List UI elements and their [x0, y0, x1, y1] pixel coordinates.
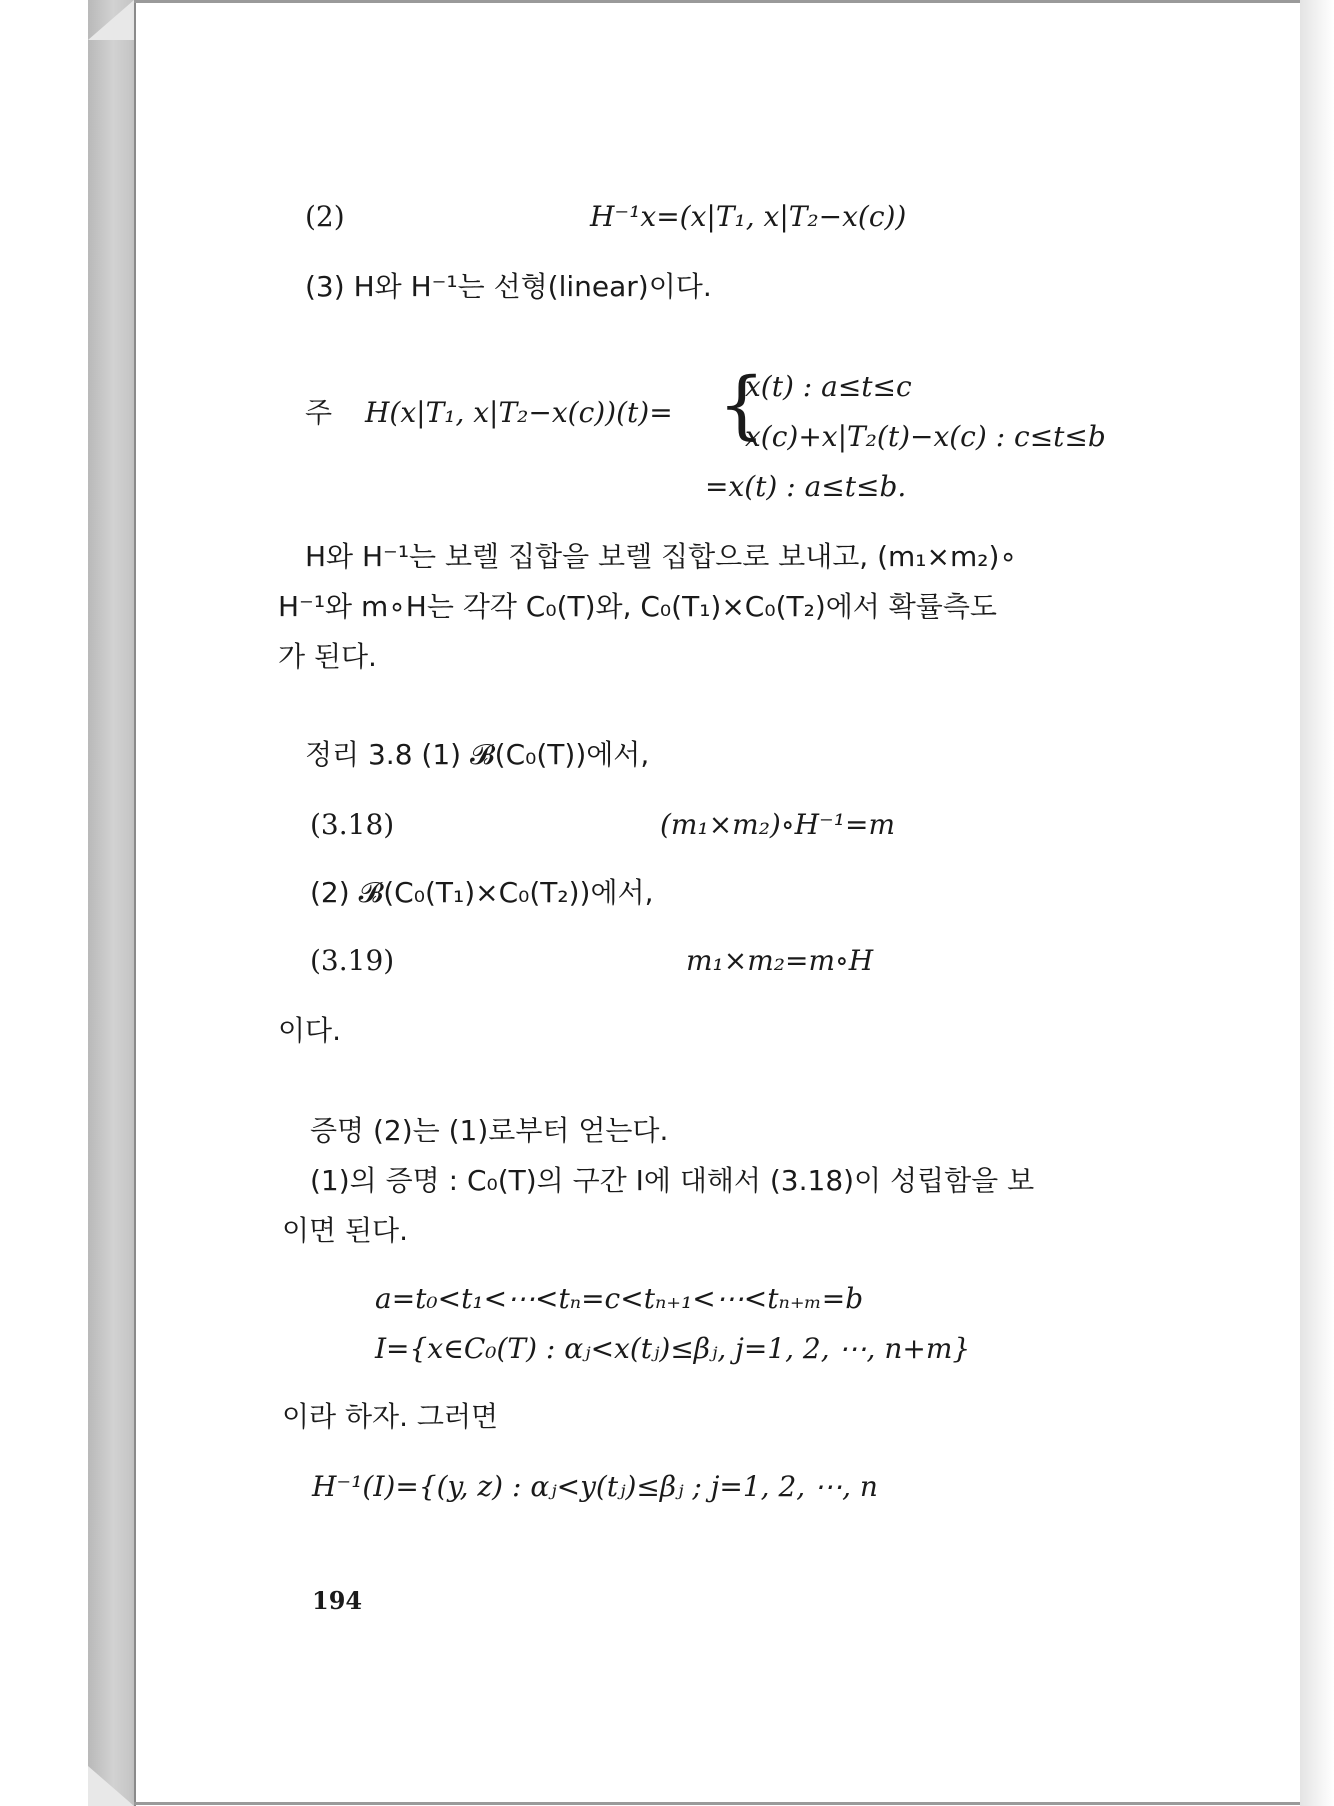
eq2-number: (2): [305, 200, 345, 233]
eq319-formula: m₁×m₂=m∘H: [686, 944, 874, 977]
paragraph-line-1: H와 H⁻¹는 보렐 집합을 보렐 집합으로 보내고, (m₁×m₂)∘: [305, 540, 1017, 573]
theorem-3-8: 정리 3.8 (1) 𝓑(C₀(T))에서,: [305, 738, 650, 771]
theorem-part-2: (2) 𝓑(C₀(T₁)×C₀(T₂))에서,: [310, 876, 654, 909]
proof-line-3: 이면 된다.: [282, 1214, 408, 1247]
statement-3-linear: (3) H와 H⁻¹는 선형(linear)이다.: [305, 270, 712, 303]
note-case-2: x(c)+x|T₂(t)−x(c) : c≤t≤b: [745, 420, 1106, 453]
preimage-formula: H⁻¹(I)={(y, z) : αⱼ<y(tⱼ)≤βⱼ ; j=1, 2, ⋯, n: [312, 1470, 878, 1503]
paragraph-line-2: H⁻¹와 m∘H는 각각 C₀(T)와, C₀(T₁)×C₀(T₂)에서 확률측도: [278, 590, 997, 623]
paragraph-line-3: 가 된다.: [278, 640, 377, 673]
eq318-formula: (m₁×m₂)∘H⁻¹=m: [660, 808, 896, 841]
eq2-formula: H⁻¹x=(x|T₁, x|T₂−x(c)): [590, 200, 907, 233]
book-spine: [88, 0, 134, 1806]
ida-text: 이다.: [278, 1014, 341, 1047]
note-case-1: x(t) : a≤t≤c: [745, 370, 912, 403]
note-result: =x(t) : a≤t≤b.: [705, 470, 907, 503]
let-text: 이라 하자. 그러면: [282, 1400, 499, 1433]
interval-definition: I={x∈C₀(T) : αⱼ<x(tⱼ)≤βⱼ, j=1, 2, ⋯, n+m}: [375, 1332, 971, 1365]
proof-line-2: (1)의 증명 : C₀(T)의 구간 I에 대해서 (3.18)이 성립함을 보: [310, 1164, 1035, 1197]
page-number: 194: [312, 1586, 363, 1615]
note-lhs: H(x|T₁, x|T₂−x(c))(t)=: [365, 396, 673, 429]
page-right-shadow: [1300, 0, 1334, 1806]
page-top-edge: [134, 0, 1314, 3]
partition-sequence: a=t₀<t₁<⋯<tₙ=c<tₙ₊₁<⋯<tₙ₊ₘ=b: [375, 1282, 864, 1315]
proof-line-1: 증명 (2)는 (1)로부터 얻는다.: [310, 1114, 669, 1147]
note-label: 주: [305, 396, 333, 429]
case-brace: {: [718, 362, 766, 448]
eq319-number: (3.19): [310, 944, 395, 977]
page-bottom-edge: [134, 1802, 1314, 1805]
eq318-number: (3.18): [310, 808, 395, 841]
